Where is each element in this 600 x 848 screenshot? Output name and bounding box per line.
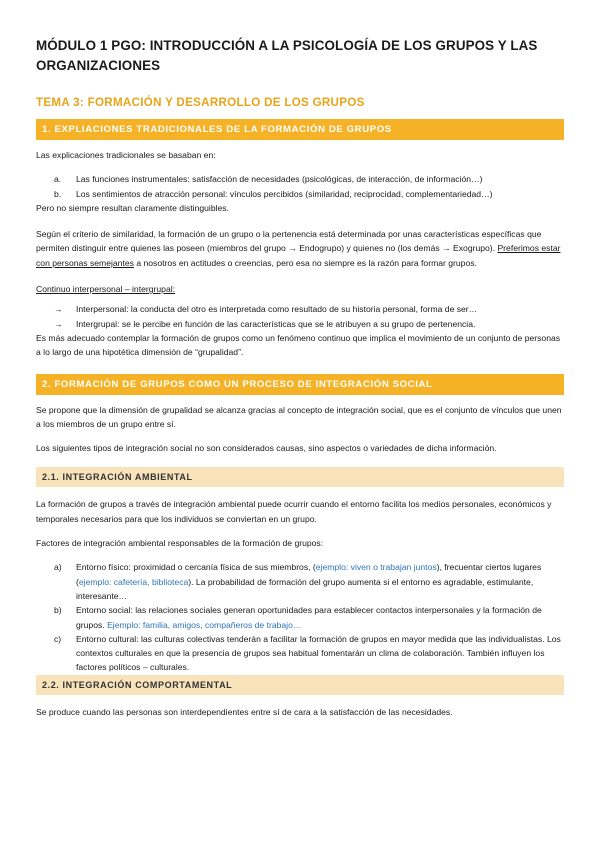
list-item-text bbox=[76, 560, 564, 603]
subsection-2-1-heading: 2.1. INTEGRACIÓN AMBIENTAL bbox=[36, 467, 564, 487]
section-1-heading: 1. EXPLIACIONES TRADICIONALES DE LA FORMACIÓN DE GRUPOS bbox=[36, 119, 564, 140]
list-item bbox=[36, 560, 564, 603]
similarity-text-2: a nosotros en actitudes o creencias, pero esa no siempre es la razón para formar grupos. bbox=[133, 257, 477, 268]
example-highlight: ejemplo: cafetería, biblioteca bbox=[78, 576, 189, 587]
document-title bbox=[36, 36, 564, 76]
list-marker: c) bbox=[54, 633, 62, 644]
continuum-list bbox=[36, 302, 564, 331]
similarity-underlined: Preferimos estar con personas semejantes bbox=[36, 243, 561, 268]
arrow-icon: → bbox=[54, 318, 63, 329]
section-1-intro: Las explicaciones tradicionales se basaban en: bbox=[36, 150, 216, 160]
list-item-text: Entorno cultural: las culturas colectivas tenderán a facilitar la formación de grupos en mayor medida que las individualistas. Los contextos culturales en que la presencia de grupos sea habitual fomentarán un clima de colaboración. También influyen los factores políticos – culturales. bbox=[76, 633, 561, 673]
list-item-text: Los sentimientos de atracción personal: vínculos percibidos (similaridad, reciprocidad, complementariedad…) bbox=[76, 188, 493, 199]
list-item-text: Las funciones instrumentales: satisfacción de necesidades (psicológicas, de interacción, de información…) bbox=[76, 174, 483, 185]
not-always-paragraph: Pero no siempre resultan claramente distinguibles. bbox=[36, 202, 229, 213]
similarity-text-1: Según el criterio de similaridad, la formación de un grupo o la pertenencia está determinada por unas características específicas que permiten distinguir entre quienes las poseen (miembros del grupo → Endogrupo) y quienes no (los demás → Exogrupo). bbox=[36, 229, 542, 254]
similarity-paragraph bbox=[36, 227, 564, 270]
list-marker: b. bbox=[54, 188, 62, 199]
document-title-line-1: MÓDULO 1 PGO: INTRODUCCIÓN A LA PSICOLOGÍA DE LOS GRUPOS Y LAS bbox=[36, 38, 538, 53]
list-item bbox=[36, 187, 564, 201]
subsection-2-2-paragraph-1: Se produce cuando las personas son interdependientes entre sí de cara a la satisfacción de las necesidades. bbox=[36, 706, 453, 717]
physical-text-3: ). La probabilidad de formación del grupo aumenta si el entorno es agradable, estimulante, interesante… bbox=[76, 576, 534, 601]
list-item bbox=[36, 302, 564, 316]
section-2-paragraph-1: Se propone que la dimensión de grupalidad se alcanza gracias al concepto de integración social, que es el conjunto de vínculos que unen a los miembros de un grupo entre sí. bbox=[36, 404, 562, 429]
list-item-text bbox=[76, 603, 564, 632]
example-highlight: ejemplo: viven o trabajan juntos bbox=[315, 562, 437, 573]
list-item bbox=[36, 317, 564, 331]
subsection-2-2-heading: 2.2. INTEGRACIÓN COMPORTAMENTAL bbox=[36, 675, 564, 695]
continuum-title: Continuo interpersonal – intergrupal: bbox=[36, 284, 176, 295]
social-text-1: Entorno social: las relaciones sociales generan oportunidades para establecer contactos interpersonales y la formación de grupos. bbox=[76, 605, 542, 630]
physical-text-2: ), frecuentar ciertos lugares ( bbox=[76, 562, 542, 587]
list-item bbox=[36, 172, 564, 186]
subsection-2-1-paragraph-1: La formación de grupos a través de integración ambiental puede ocurrir cuando el entorno facilita los medios personales, económicos y temporales necesarios para que los individuos se conviertan en un grupo. bbox=[36, 499, 552, 524]
arrow-icon: → bbox=[54, 304, 63, 315]
list-item bbox=[36, 632, 564, 675]
list-marker: a. bbox=[54, 174, 62, 185]
list-marker: b) bbox=[54, 605, 62, 616]
section-2-paragraph-2: Los siguientes tipos de integración social no son considerados causas, sino aspectos o variedades de dicha información. bbox=[36, 443, 497, 454]
physical-text-1: Entorno físico: proximidad o cercanía física de sus miembros, ( bbox=[76, 562, 316, 573]
section-2-heading: 2. FORMACIÓN DE GRUPOS COMO UN PROCESO DE INTEGRACIÓN SOCIAL bbox=[36, 374, 564, 395]
list-marker: a) bbox=[54, 562, 62, 573]
continuum-conclusion: Es más adecuado contemplar la formación de grupos como un fenómeno continuo que implica el movimiento de un conjunto de personas a lo largo de una hipotética dimensión de “grupalidad”. bbox=[36, 332, 561, 358]
document-title-line-2: ORGANIZACIONES bbox=[36, 58, 161, 73]
list-item-text: Interpersonal: la conducta del otro es interpretada como resultado de su historia personal, forma de ser… bbox=[76, 304, 478, 315]
example-highlight: Ejemplo: familia, amigos, compañeros de trabajo… bbox=[107, 619, 302, 630]
theme-title: TEMA 3: FORMACIÓN Y DESARROLLO DE LOS GRUPOS bbox=[36, 96, 365, 109]
list-item bbox=[36, 603, 564, 632]
explanations-list bbox=[36, 172, 564, 201]
list-item-text: Intergrupal: se le percibe en función de las características que se le atribuyen a su grupo de pertenencia. bbox=[76, 318, 476, 329]
subsection-2-1-paragraph-2: Factores de integración ambiental responsables de la formación de grupos: bbox=[36, 538, 324, 549]
environment-factors-list bbox=[36, 560, 564, 674]
